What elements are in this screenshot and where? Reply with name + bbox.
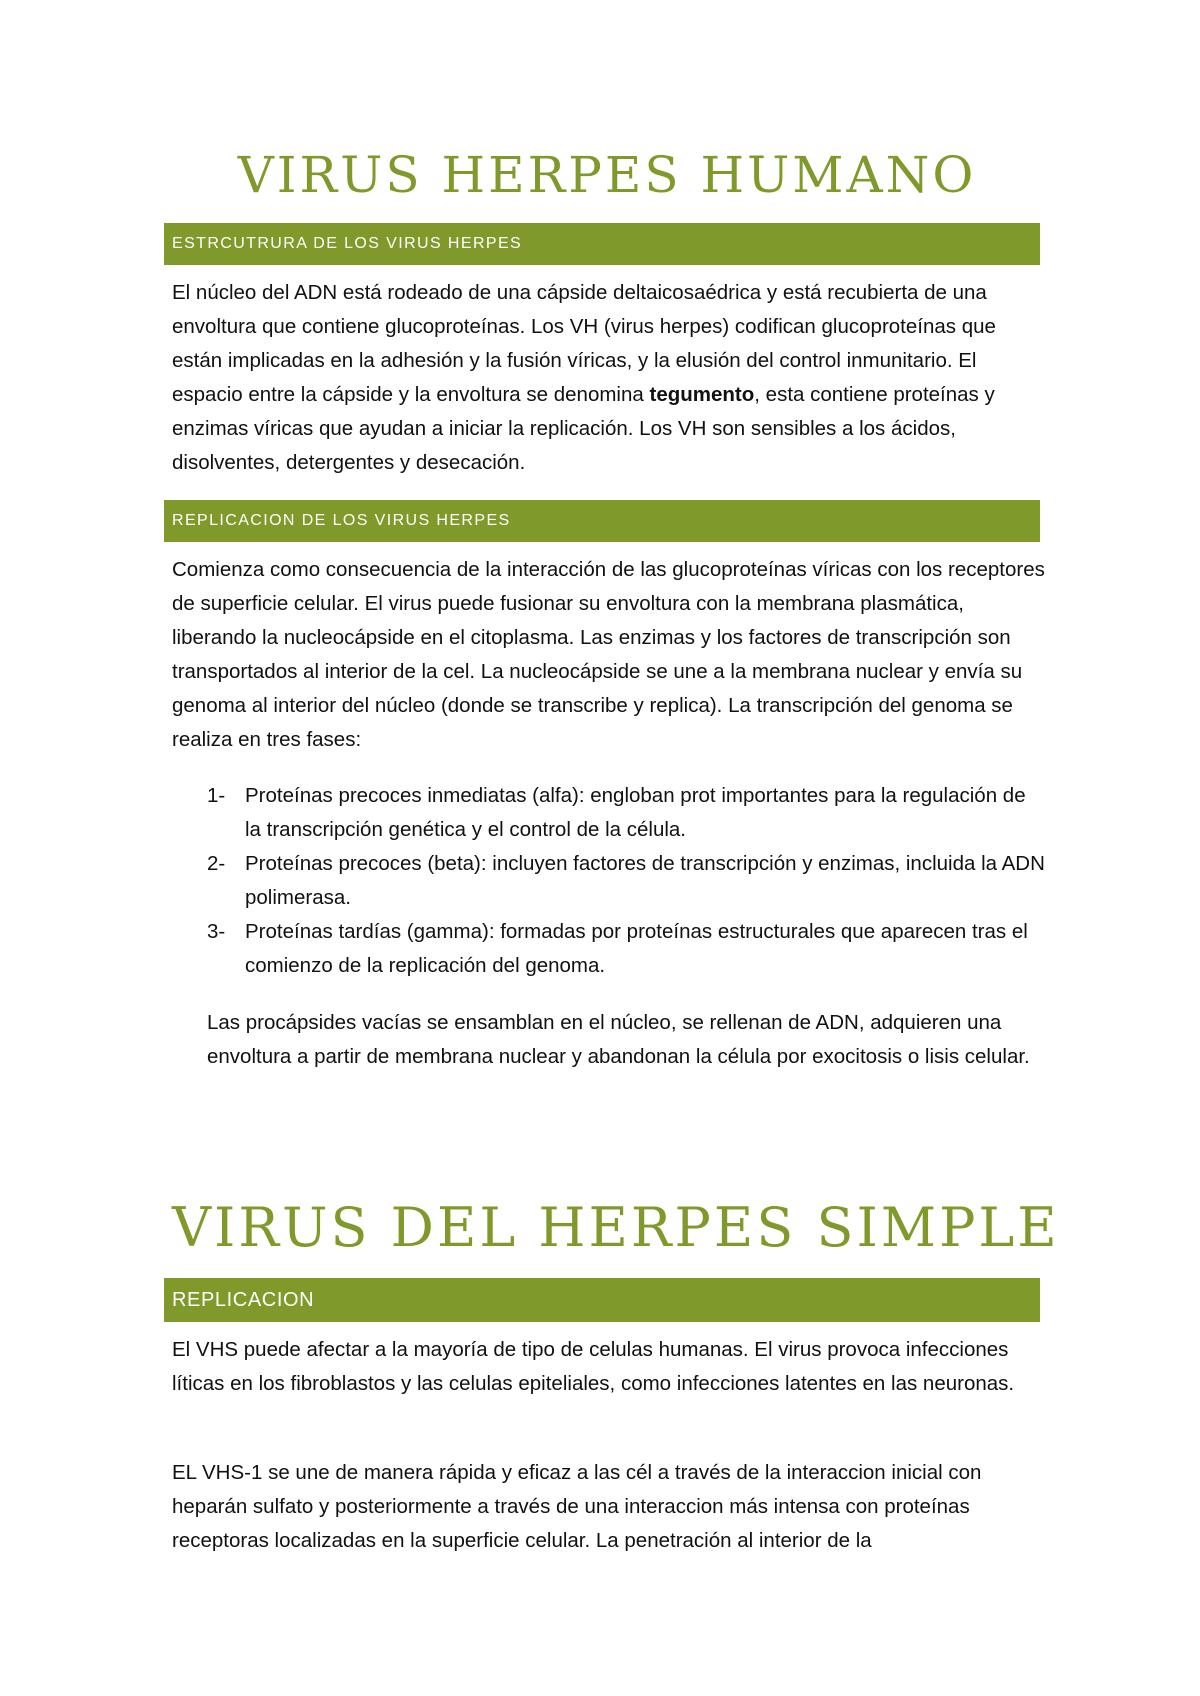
- paragraph-hsv1-binding: EL VHS-1 se une de manera rápida y eficaz a las cél a través de la interaccion inicial con heparán sulfato y posteriormente a través de una interaccion más intensa con proteínas receptoras localizadas en la superficie celular. La penetración al interior de la: [172, 1461, 982, 1552]
- paragraph-replication: Comienza como consecuencia de la interacción de las glucoproteínas víricas con los receptores de superficie celular. El virus puede fusionar su envoltura con la membrana plasmática, liberando la nucleocápside en el citoplasma. Las enzimas y los factores de transcripción son transportados al interior de la cel. La nucleocápside se une a la membrana nuclear y envía su genoma al interior del núcleo (donde se transcribe y replica). La transcripción del genoma se realiza en tres fases:: [172, 558, 1045, 751]
- list-item: [207, 915, 1047, 983]
- phase-list: [207, 779, 1047, 983]
- paragraph-text: , esta contiene proteínas y enzimas víricas que ayudan a iniciar la replicación. Los VH son sensibles a los ácidos, disolventes, detergentes y desecación.: [172, 383, 995, 474]
- bold-term: tegumento: [649, 383, 755, 406]
- list-item-text: Proteínas precoces inmediatas (alfa): engloban prot importantes para la regulación de la transcripción genética y el control de la célula.: [245, 784, 1026, 841]
- paragraph-text: El núcleo del ADN está rodeado de una cápside deltaicosaédrica y está recubierta de una envoltura que contiene glucoproteínas. Los VH (virus herpes) codifican glucoproteínas que están implicadas en la adhesión y la fusión víricas, y la elusión del control inmunitario. El espacio entre la cápside y la envoltura se denomina: [172, 281, 996, 406]
- list-item-text: Proteínas precoces (beta): incluyen factores de transcripción y enzimas, incluida la ADN polimerasa.: [245, 852, 1045, 909]
- list-number: 3-: [207, 920, 226, 943]
- paragraph-procapsids: Las procápsides vacías se ensamblan en el núcleo, se rellenan de ADN, adquieren una envoltura a partir de membrana nuclear y abandonan la célula por exocitosis o lisis celular.: [207, 1011, 1030, 1068]
- page-title: VIRUS HERPES HUMANO: [237, 146, 977, 204]
- paragraph-hsv-cells: El VHS puede afectar a la mayoría de tipo de celulas humanas. El virus provoca infecciones líticas en los fibroblastos y las celulas epiteliales, como infecciones latentes en las neuronas.: [172, 1338, 1015, 1395]
- list-item-text: Proteínas tardías (gamma): formadas por proteínas estructurales que aparecen tras el comienzo de la replicación del genoma.: [245, 920, 1028, 977]
- list-number: 2-: [207, 852, 226, 875]
- section-title-hsv: VIRUS DEL HERPES SIMPLE: [172, 1196, 1060, 1259]
- list-item: [207, 779, 1047, 847]
- list-number: 1-: [207, 784, 226, 807]
- section-heading-structure: ESTRCUTRURA DE LOS VIRUS HERPES: [164, 223, 1040, 265]
- paragraph-structure: [172, 276, 1047, 480]
- list-item: [207, 847, 1047, 915]
- section-heading-replication: REPLICACION DE LOS VIRUS HERPES: [164, 500, 1040, 542]
- section-heading-hsv-replication: REPLICACION: [164, 1278, 1040, 1322]
